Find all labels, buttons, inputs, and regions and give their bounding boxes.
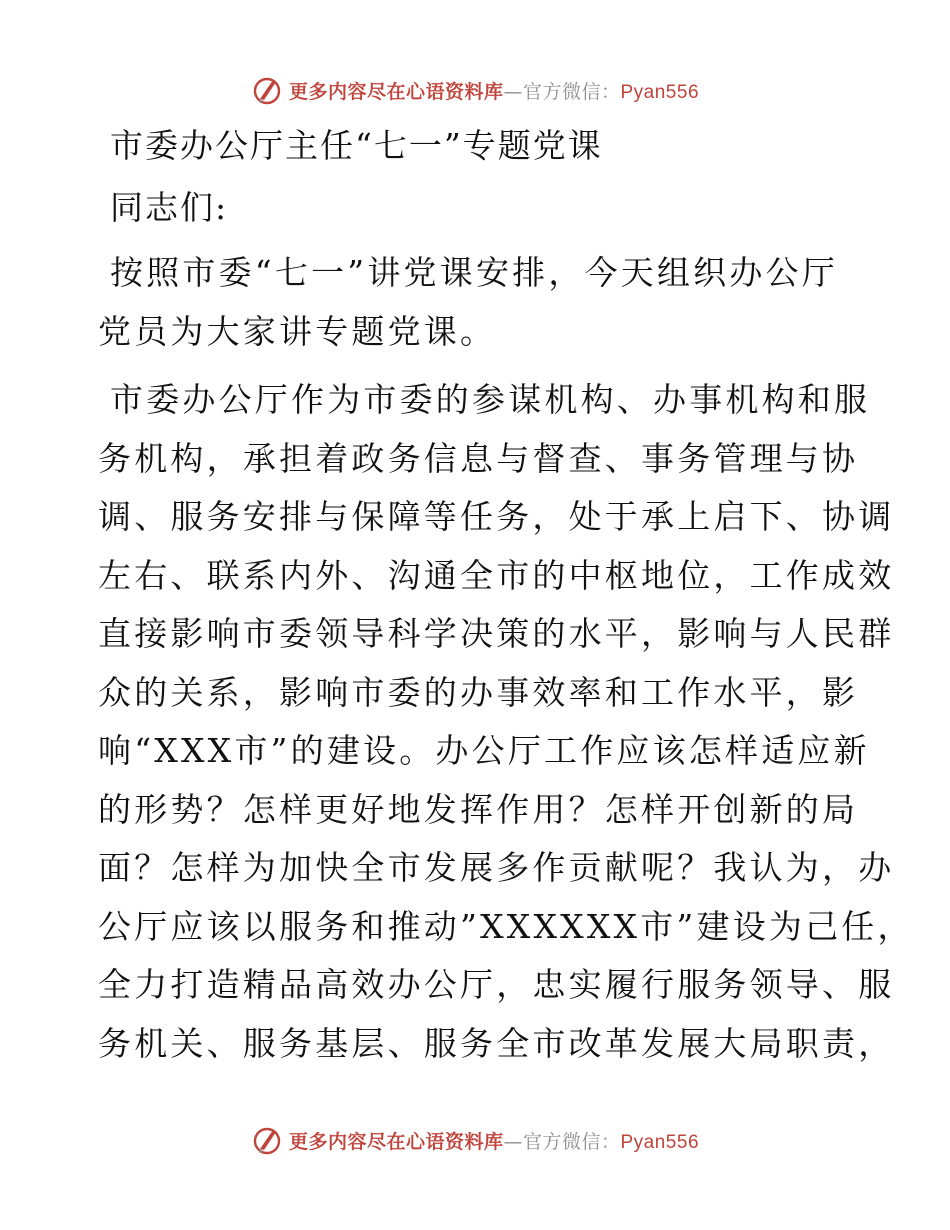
watermark-site-name: 更多内容尽在心语资料库 <box>288 80 504 103</box>
watermark-dash: — <box>503 1130 523 1153</box>
paragraph-line: 党员为大家讲专题党课。 <box>98 311 497 351</box>
watermark-dash: — <box>503 80 523 103</box>
paragraph-line: 的形势？怎样更好地发挥作用？怎样开创新的局 <box>98 789 859 829</box>
paragraph-line: 调、服务安排与保障等任务，处于承上启下、协调 <box>98 497 895 536</box>
paragraph-line: 务机构，承担着政务信息与督查、事务管理与协 <box>98 438 859 478</box>
paragraph-2 <box>98 371 914 1073</box>
watermark-wechat-label: 官方微信： <box>522 80 621 103</box>
paragraph-line: 全力打造精品高效办公厅，忠实履行服务领导、服 <box>98 965 895 1004</box>
header-watermark <box>0 70 950 110</box>
paragraph-line: 务机关、服务基层、服务全市改革发展大局职责， <box>98 1023 895 1063</box>
paragraph-line: 面？怎样为加快全市发展多作贡献呢？我认为，办 <box>98 848 895 887</box>
paragraph-line: 左右、联系内外、沟通全市的中枢地位，工作成效 <box>98 555 895 595</box>
paragraph-1 <box>98 244 858 361</box>
paragraph-line: 响“XXX市”的建设。办公厅工作应该怎样适应新 <box>98 731 870 770</box>
watermark-text <box>289 77 699 104</box>
watermark-wechat-id: Pyan556 <box>620 81 700 103</box>
paragraph-line: 公厅应该以服务和推动”XXXXXX市”建设为己任， <box>98 906 914 946</box>
salutation: 同志们: <box>110 188 229 227</box>
paragraph-line: 直接影响市委领导科学决策的水平，影响与人民群 <box>98 614 895 653</box>
footer-watermark <box>0 1120 950 1160</box>
quill-pen-logo-icon <box>251 1124 283 1156</box>
document-title: 市委办公厅主任“七一”专题党课 <box>110 126 603 165</box>
document-body <box>98 120 914 1073</box>
quill-pen-logo-icon <box>251 74 283 106</box>
paragraph-line: 按照市委“七一”讲党课安排，今天组织办公厅 <box>110 253 838 292</box>
paragraph-line: 市委办公厅作为市委的参谋机构、办事机构和服 <box>110 380 871 419</box>
watermark-site-name: 更多内容尽在心语资料库 <box>288 1130 504 1153</box>
watermark-text <box>289 1127 699 1154</box>
watermark-wechat-id: Pyan556 <box>620 1131 700 1153</box>
paragraph-line: 众的关系，影响市委的办事效率和工作水平，影 <box>98 672 859 712</box>
watermark-wechat-label: 官方微信： <box>522 1130 621 1153</box>
